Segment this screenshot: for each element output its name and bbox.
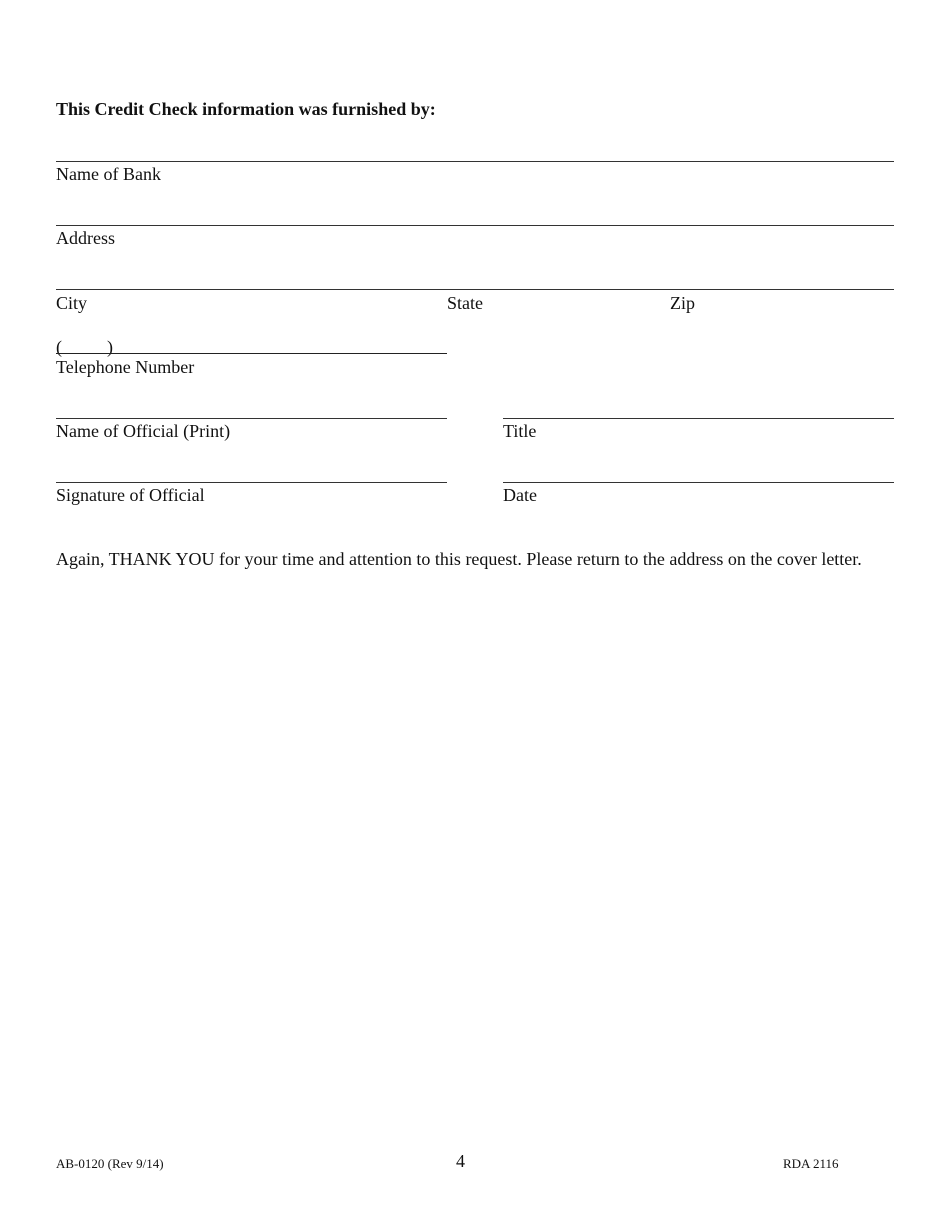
address-label: Address <box>56 228 115 248</box>
signature-label: Signature of Official <box>56 485 205 505</box>
telephone-field-line[interactable] <box>56 353 447 354</box>
page-number: 4 <box>456 1151 465 1171</box>
bank-name-field-line[interactable] <box>56 161 894 162</box>
date-field-line[interactable] <box>503 482 894 483</box>
official-name-field-line[interactable] <box>56 418 447 419</box>
title-label: Title <box>503 421 537 441</box>
official-name-label: Name of Official (Print) <box>56 421 231 441</box>
form-code: AB-0120 (Rev 9/14) <box>56 1156 164 1171</box>
rda-code: RDA 2116 <box>783 1156 839 1171</box>
city-state-zip-field-line[interactable] <box>56 289 894 290</box>
state-label: State <box>447 293 483 313</box>
phone-area-code-parens: ( ) <box>56 337 113 357</box>
bank-name-label: Name of Bank <box>56 164 161 184</box>
zip-label: Zip <box>670 293 695 313</box>
city-label: City <box>56 293 88 313</box>
form-heading: This Credit Check information was furnished by: <box>56 99 436 119</box>
signature-field-line[interactable] <box>56 482 447 483</box>
telephone-label: Telephone Number <box>56 357 195 377</box>
closing-paragraph: Again, THANK YOU for your time and attention to this request. Please return to the address on the cover letter. <box>56 549 862 569</box>
title-field-line[interactable] <box>503 418 894 419</box>
date-label: Date <box>503 485 537 505</box>
address-field-line[interactable] <box>56 225 894 226</box>
